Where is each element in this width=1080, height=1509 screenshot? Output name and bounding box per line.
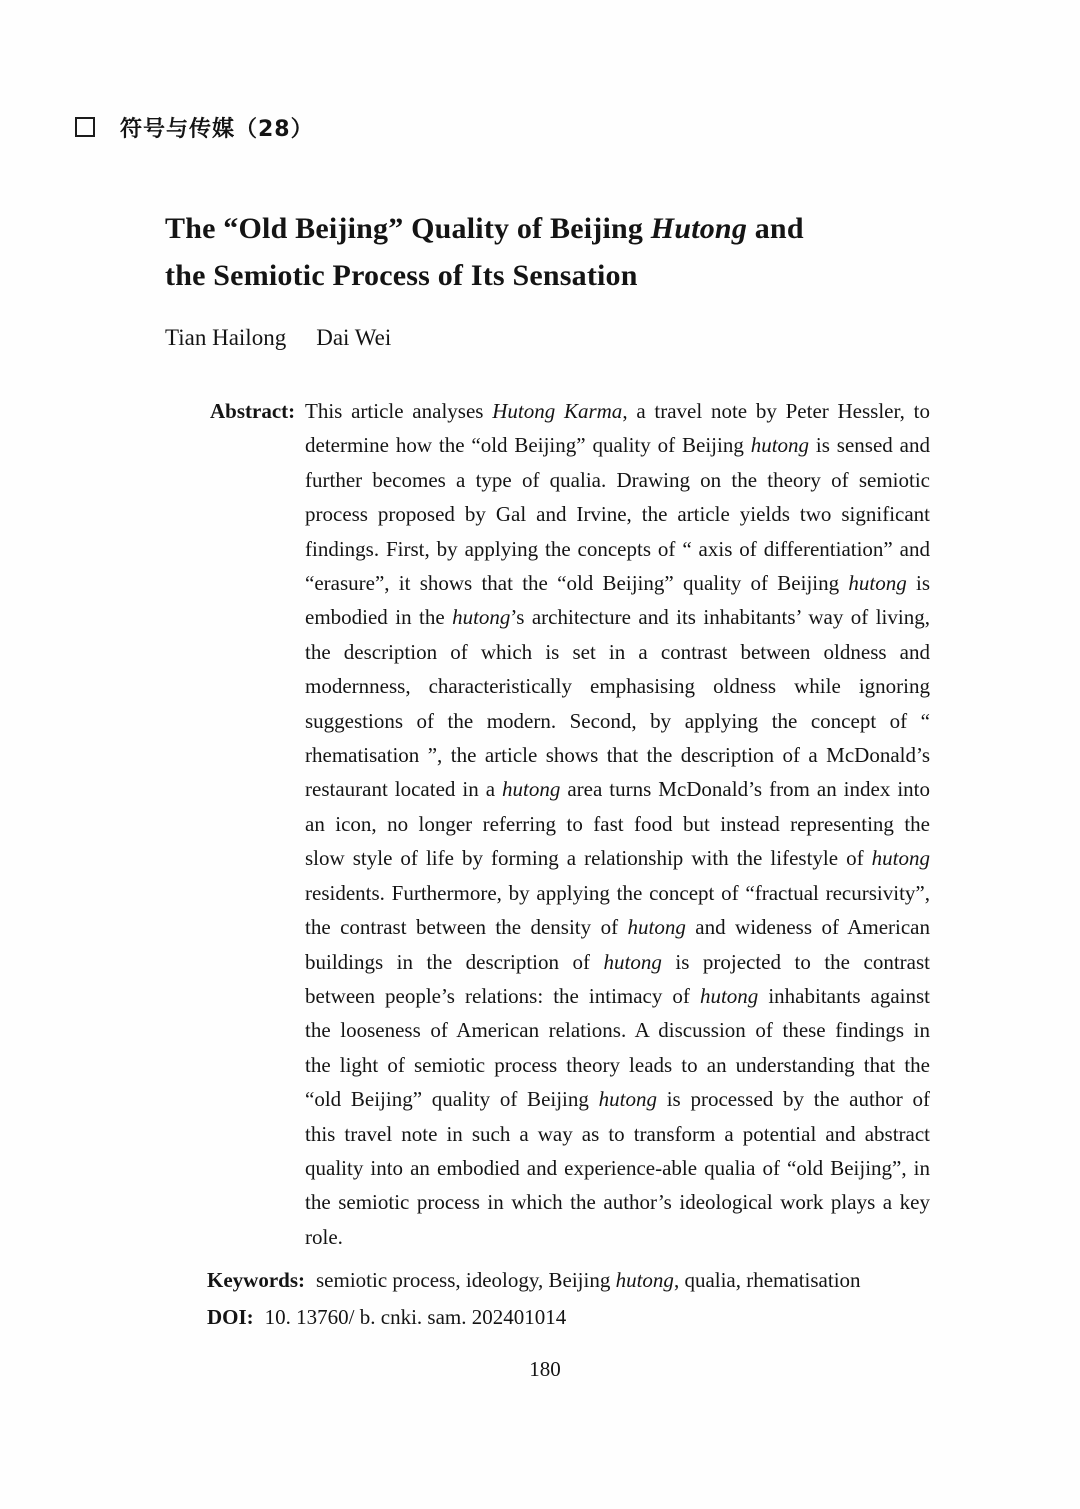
author-list bbox=[165, 325, 1080, 351]
keywords-label: Keywords: bbox=[207, 1268, 305, 1293]
page-number: 180 bbox=[529, 1357, 561, 1382]
journal-title: 符号与传媒（28） bbox=[120, 116, 314, 142]
doi-value: 10. 13760/ b. cnki. sam. 202401014 bbox=[264, 1304, 567, 1329]
author-name-2: Dai Wei bbox=[316, 325, 392, 350]
paper-title-line-2: the Semiotic Process of Its Sensation bbox=[165, 259, 638, 292]
abstract-label: Abstract: bbox=[210, 399, 296, 423]
meta-block bbox=[207, 1262, 947, 1335]
keywords-line bbox=[207, 1262, 947, 1299]
doi-line bbox=[207, 1299, 947, 1336]
paper-title-line-1: The “Old Beijing” Quality of Beijing Hutong and bbox=[165, 212, 804, 245]
square-bullet-icon bbox=[75, 117, 95, 137]
doi-label: DOI: bbox=[207, 1304, 254, 1329]
abstract-section bbox=[210, 394, 931, 1254]
abstract-text: This article analyses Hutong Karma, a travel note by Peter Hessler, to determine how the “old Beijing” quality of Beijing hutong is sensed and further becomes a type of qualia. Drawing on the theory of semiotic process proposed by Gal and Irvine, the article yields two significant findings. First, by applying the concepts of “ axis of differentiation” and “erasure”, it shows that the “old Beijing” quality of Beijing hutong is embodied in the hutong’s architecture and its inhabitants’ way of living, the description of which is set in a contrast between oldness and modernness, characteristically emphasising oldness while ignoring suggestions of the modern. Second, by applying the concept of “ rhematisation ”, the article shows that the description of a McDonald’s restaurant located in a hutong area turns McDonald’s from an index into an icon, no longer referring to fast food but instead representing the slow style of life by forming a relationship with the lifestyle of hutong residents. Furthermore, by applying the concept of “fractual recursivity”, the contrast between the density of hutong and wideness of American buildings in the description of hutong is projected to the contrast between people’s relations: the intimacy of hutong inhabitants against the looseness of American relations. A discussion of these findings in the light of semiotic process theory leads to an understanding that the “old Beijing” quality of Beijing hutong is processed by the author of this travel note in such a way as to transform a potential and abstract quality into an embodied and experience-able qualia of “old Beijing”, in the semiotic process in which the author’s ideological work plays a key role. bbox=[305, 399, 931, 1249]
keywords-text: semiotic process, ideology, Beijing hutong, qualia, rhematisation bbox=[316, 1268, 861, 1293]
journal-header bbox=[75, 113, 1080, 141]
author-name-1: Tian Hailong bbox=[165, 325, 287, 350]
paper-title bbox=[165, 205, 845, 299]
